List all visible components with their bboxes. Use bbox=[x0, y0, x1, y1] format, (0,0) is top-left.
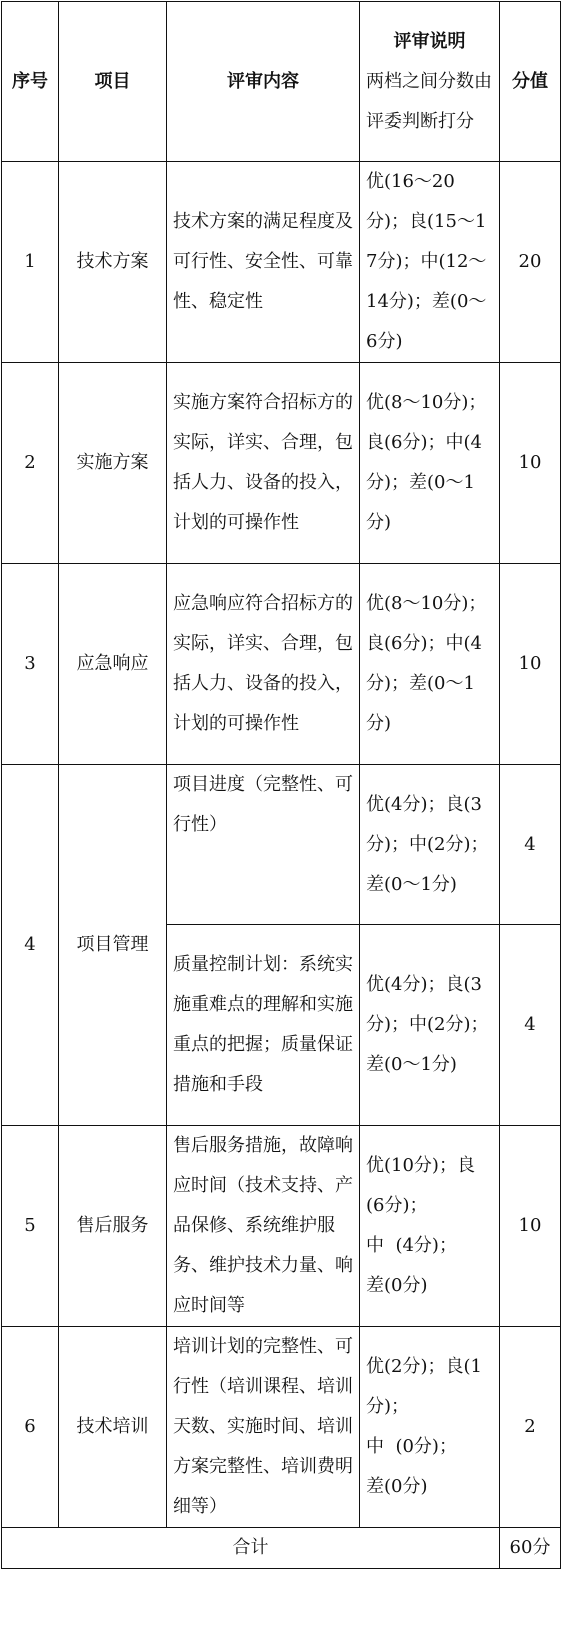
row-score: 4 bbox=[500, 765, 561, 925]
row-score: 4 bbox=[500, 925, 561, 1126]
header-row bbox=[2, 2, 561, 162]
row-item: 应急响应 bbox=[59, 564, 167, 765]
header-review-title: 评审说明 bbox=[393, 30, 466, 52]
row-score: 2 bbox=[500, 1327, 561, 1528]
table-row bbox=[2, 564, 561, 765]
header-review bbox=[360, 2, 500, 162]
row-item: 实施方案 bbox=[59, 363, 167, 564]
row-criteria: 优(4分)；良(3分)；中(2分)；差(0～1分) bbox=[360, 765, 500, 925]
row-item: 售后服务 bbox=[59, 1126, 167, 1327]
row-item: 技术培训 bbox=[59, 1327, 167, 1528]
row-content: 培训计划的完整性、可行性（培训课程、培训天数、实施时间、培训方案完整性、培训费明细等） bbox=[167, 1327, 360, 1528]
table-row bbox=[2, 363, 561, 564]
total-row bbox=[2, 1528, 561, 1569]
row-content: 应急响应符合招标方的实际，详实、合理，包括人力、设备的投入，计划的可操作性 bbox=[167, 564, 360, 765]
table-row bbox=[2, 1327, 561, 1528]
table-row bbox=[2, 162, 561, 363]
row-seq: 1 bbox=[2, 162, 59, 363]
table-row bbox=[2, 765, 561, 925]
total-value: 60分 bbox=[500, 1528, 561, 1569]
row-criteria: 优(10分)；良(6分)； 中 (4分)； 差(0分) bbox=[360, 1126, 500, 1327]
row-score: 10 bbox=[500, 363, 561, 564]
row-criteria: 优(4分)；良(3分)；中(2分)；差(0～1分) bbox=[360, 925, 500, 1126]
row-seq: 4 bbox=[2, 765, 59, 1126]
row-seq: 5 bbox=[2, 1126, 59, 1327]
row-seq: 3 bbox=[2, 564, 59, 765]
row-item: 技术方案 bbox=[59, 162, 167, 363]
row-seq: 6 bbox=[2, 1327, 59, 1528]
row-score: 10 bbox=[500, 1126, 561, 1327]
header-review-desc: 两档之间分数由评委判断打分 bbox=[366, 70, 492, 132]
header-content: 评审内容 bbox=[167, 2, 360, 162]
row-content: 技术方案的满足程度及可行性、安全性、可靠性、稳定性 bbox=[167, 162, 360, 363]
row-score: 10 bbox=[500, 564, 561, 765]
header-score: 分值 bbox=[500, 2, 561, 162]
row-criteria: 优(16～20分)；良(15～17分)；中(12～14分)；差(0～6分) bbox=[360, 162, 500, 363]
row-criteria: 优(8～10分)；良(6分)；中(4分)；差(0～1分) bbox=[360, 564, 500, 765]
header-seq: 序号 bbox=[2, 2, 59, 162]
table-row bbox=[2, 1126, 561, 1327]
row-content: 项目进度（完整性、可行性） bbox=[167, 765, 360, 925]
row-criteria: 优(2分)；良(1分)； 中 (0分)； 差(0分) bbox=[360, 1327, 500, 1528]
scoring-table bbox=[1, 1, 561, 1569]
row-content: 售后服务措施，故障响应时间（技术支持、产品保修、系统维护服务、维护技术力量、响应时间等 bbox=[167, 1126, 360, 1327]
total-label: 合计 bbox=[2, 1528, 500, 1569]
row-seq: 2 bbox=[2, 363, 59, 564]
row-criteria: 优(8～10分)；良(6分)；中(4分)；差(0～1分) bbox=[360, 363, 500, 564]
row-content: 质量控制计划：系统实施重难点的理解和实施重点的把握；质量保证措施和手段 bbox=[167, 925, 360, 1126]
row-score: 20 bbox=[500, 162, 561, 363]
row-content: 实施方案符合招标方的实际，详实、合理，包括人力、设备的投入，计划的可操作性 bbox=[167, 363, 360, 564]
row-item: 项目管理 bbox=[59, 765, 167, 1126]
header-item: 项目 bbox=[59, 2, 167, 162]
